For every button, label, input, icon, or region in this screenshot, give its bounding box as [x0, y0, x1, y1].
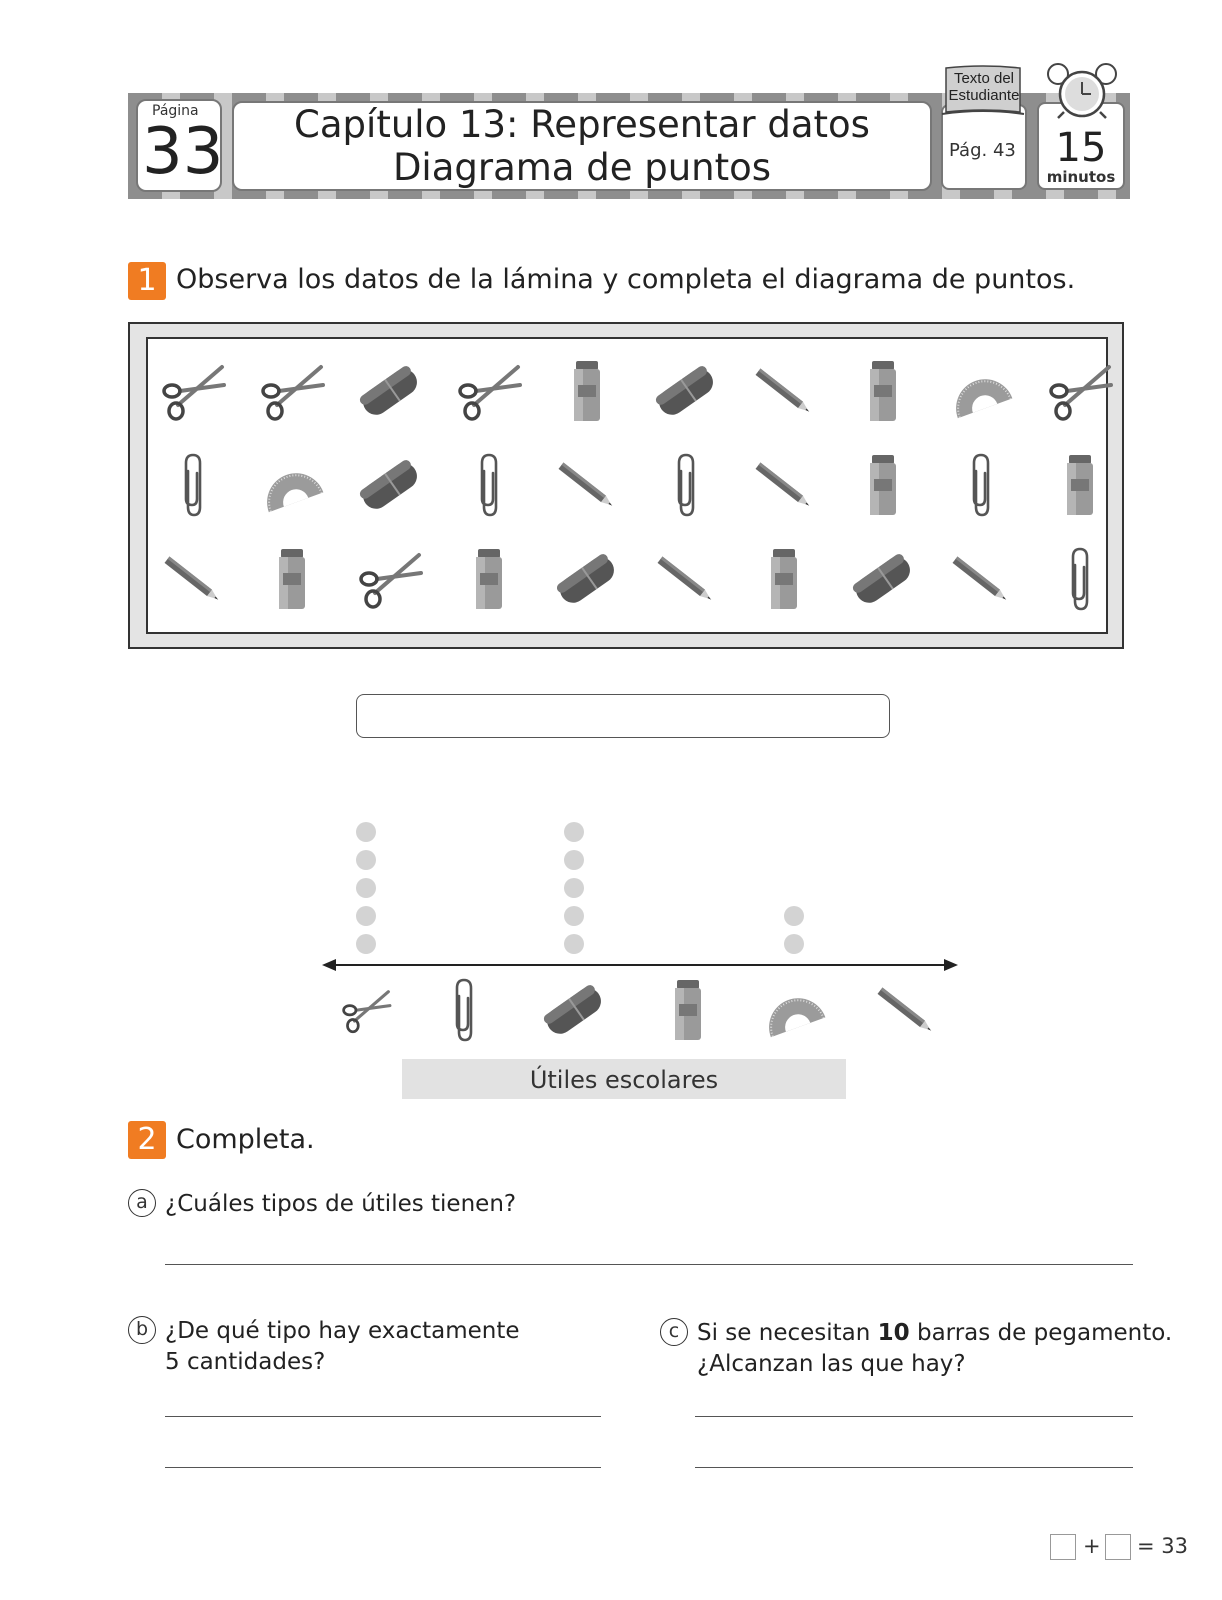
paperclip-icon	[651, 441, 721, 521]
answer-c-line-1[interactable]	[695, 1416, 1133, 1417]
page-number: 33	[142, 115, 224, 189]
question-a-marker: a	[128, 1189, 156, 1217]
time-value: 15	[1055, 125, 1107, 171]
chapter-title: Capítulo 13: Representar datos	[294, 103, 870, 146]
category-scissors-icon	[344, 992, 390, 1032]
scissors-icon	[454, 347, 524, 427]
question-c-marker: c	[660, 1318, 688, 1346]
glue-stick-icon	[257, 535, 327, 615]
question-c-text	[697, 1318, 1172, 1380]
scissors-icon	[1045, 347, 1115, 427]
question-b-marker: b	[128, 1316, 156, 1344]
axis-arrow-left-icon	[322, 959, 336, 971]
category-eraser-icon	[542, 983, 606, 1039]
pencil-icon	[946, 535, 1016, 615]
plot-dot	[564, 906, 584, 926]
question-c-post: barras de pegamento.	[909, 1320, 1173, 1346]
eraser-icon	[355, 347, 425, 427]
plot-dot	[784, 934, 804, 954]
question-c-line2: ¿Alcanzan las que hay?	[697, 1351, 966, 1377]
page-label: Página	[152, 103, 199, 119]
pencil-icon	[158, 535, 228, 615]
answer-c-line-2[interactable]	[695, 1467, 1133, 1468]
plot-dot	[356, 822, 376, 842]
question-b-line2: 5 cantidades?	[165, 1349, 326, 1375]
plot-dot	[784, 906, 804, 926]
exercise-1-instruction: Observa los datos de la lámina y completa el diagrama de puntos.	[176, 264, 1076, 295]
plot-dot	[356, 878, 376, 898]
pencil-icon	[749, 347, 819, 427]
chapter-title-box	[232, 101, 932, 191]
time-unit: minutos	[1046, 168, 1116, 186]
plot-title-field[interactable]	[356, 694, 890, 738]
answer-b-line-2[interactable]	[165, 1467, 601, 1468]
glue-stick-icon	[749, 535, 819, 615]
glue-stick-icon	[552, 347, 622, 427]
glue-stick-icon	[848, 347, 918, 427]
paperclip-icon	[1045, 535, 1115, 615]
eraser-icon	[848, 535, 918, 615]
plot-dot	[564, 934, 584, 954]
footer-box-1	[1050, 1534, 1076, 1560]
glue-stick-icon	[454, 535, 524, 615]
axis-arrow-right-icon	[944, 959, 958, 971]
category-pencil-icon	[878, 988, 934, 1034]
exercise-2-instruction: Completa.	[176, 1124, 315, 1155]
footer-box-2	[1105, 1534, 1131, 1560]
plot-dot	[564, 850, 584, 870]
category-protractor-icon	[761, 990, 825, 1037]
footer-plus: +	[1083, 1534, 1101, 1558]
scissors-icon	[355, 535, 425, 615]
protractor-icon	[946, 347, 1016, 427]
scissors-icon	[158, 347, 228, 427]
pencil-icon	[651, 535, 721, 615]
eraser-icon	[552, 535, 622, 615]
question-b-text	[165, 1316, 520, 1378]
page-number-box	[136, 99, 222, 192]
plot-dot	[356, 934, 376, 954]
paperclip-icon	[454, 441, 524, 521]
glue-stick-icon	[1045, 441, 1115, 521]
book-page: Pág. 43	[949, 140, 1016, 161]
scissors-icon	[257, 347, 327, 427]
protractor-icon	[257, 441, 327, 521]
book-label: Texto del Estudiante	[948, 70, 1020, 104]
pencil-icon	[749, 441, 819, 521]
alarm-clock-icon	[1040, 62, 1124, 120]
exercise-2-badge: 2	[128, 1121, 166, 1159]
question-c-pre: Si se necesitan	[697, 1320, 878, 1346]
paperclip-icon	[158, 441, 228, 521]
paperclip-icon	[946, 441, 1016, 521]
plot-dot	[356, 850, 376, 870]
picture-grid	[146, 337, 1108, 634]
plot-dot	[356, 906, 376, 926]
answer-b-line-1[interactable]	[165, 1416, 601, 1417]
category-glue-stick-icon	[675, 980, 701, 1040]
exercise-1-badge: 1	[128, 262, 166, 300]
plot-dot	[564, 878, 584, 898]
book-icon	[940, 64, 1026, 120]
footer-equals: = 33	[1137, 1534, 1188, 1558]
x-axis-label: Útiles escolares	[402, 1059, 846, 1099]
eraser-icon	[651, 347, 721, 427]
question-a-text: ¿Cuáles tipos de útiles tienen?	[165, 1191, 517, 1217]
question-b-line1: ¿De qué tipo hay exactamente	[165, 1318, 520, 1344]
pencil-icon	[552, 441, 622, 521]
chapter-subtitle: Diagrama de puntos	[392, 146, 772, 189]
category-paperclip-icon	[457, 980, 471, 1040]
plot-dot	[564, 822, 584, 842]
question-c-number: 10	[877, 1320, 910, 1346]
answer-a-line[interactable]	[165, 1264, 1133, 1265]
eraser-icon	[355, 441, 425, 521]
glue-stick-icon	[848, 441, 918, 521]
question-c-line1	[697, 1318, 1172, 1349]
